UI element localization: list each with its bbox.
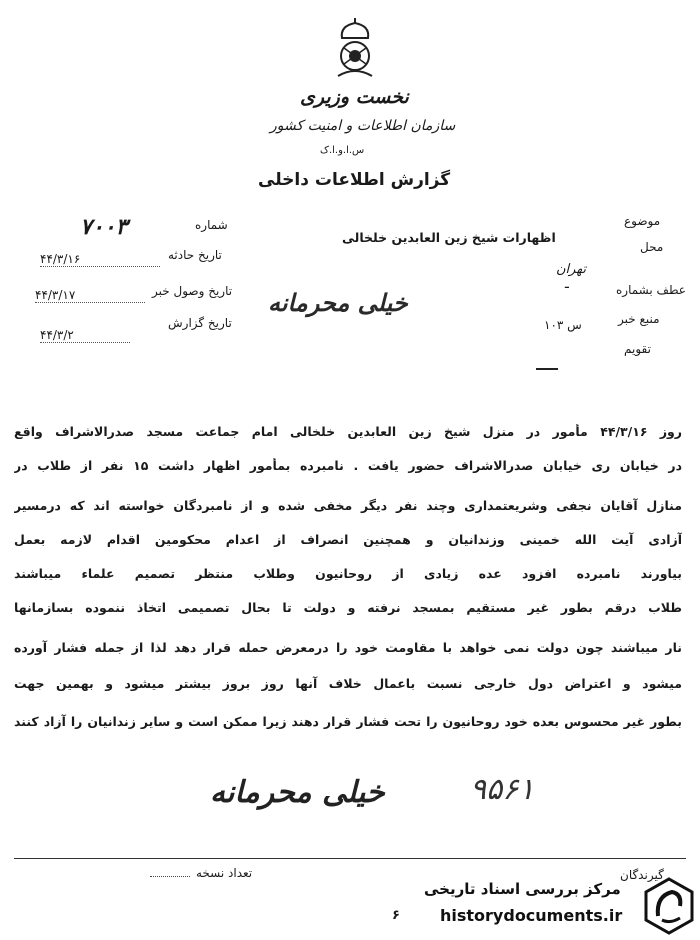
body-line: میشود و اعتراض دول خارجی نسبت باعمال خلاف آنها روز بروز بیشتر میشود و بهمین جهت bbox=[14, 676, 682, 691]
reference-label: عطف بشماره bbox=[616, 283, 686, 297]
handwritten-number: ۹۵۶۱ bbox=[470, 772, 535, 807]
lion-and-sun-crown-icon bbox=[330, 18, 380, 84]
copies-label: تعداد نسخه bbox=[196, 866, 253, 880]
footer-classification-stamp: خیلی محرمانه bbox=[210, 775, 385, 810]
archive-seal-icon bbox=[642, 876, 696, 936]
report-date-value: ۴۴/۳/۲ bbox=[40, 328, 130, 343]
ministry-title: نخست وزیری bbox=[300, 86, 409, 108]
body-line: بیاورند نامبرده افزود عده زیادی از روحانیون وطلاب منتظر تصمیم علماء میباشند bbox=[14, 566, 682, 581]
report-number-field bbox=[40, 212, 240, 242]
location-field bbox=[520, 240, 690, 280]
body-line: بطور غیر محسوس بعده خود روحانیون را تحت فشار قرار دهند زیرا ممکن است و سایر زندانیان را آزاد کنند bbox=[14, 714, 682, 729]
source-field bbox=[520, 312, 690, 336]
organization-code: س.ا.و.ا.ک bbox=[320, 145, 365, 156]
evaluation-underline bbox=[536, 368, 558, 370]
receipt-date-value: ۴۴/۳/۱۷ bbox=[35, 288, 145, 303]
watermark bbox=[410, 872, 700, 940]
reference-value: - bbox=[564, 277, 570, 296]
evaluation-field bbox=[520, 342, 690, 372]
receipt-date-field bbox=[30, 284, 240, 308]
emblem bbox=[330, 18, 380, 84]
watermark-text-fa: مرکز بررسی اسناد تاریخی bbox=[424, 880, 621, 898]
evaluation-label: تقویم bbox=[624, 342, 651, 356]
watermark-text-en: historydocuments.ir bbox=[440, 906, 623, 925]
watermark-logo bbox=[642, 876, 696, 936]
source-label: منبع خبر bbox=[618, 312, 660, 326]
body-line: در خیابان ری خیابان صدرالاشراف حضور یافت . نامبرده بمأمور اظهار داشت ۱۵ نفر از طلاب در bbox=[14, 458, 682, 473]
body-line: منازل آقایان نجفی وشریعتمداری وچند نفر دیگر مخفی شده و از نامبردگان خواسته اند که درمسیر bbox=[14, 498, 682, 513]
classification-stamp: خیلی محرمانه bbox=[268, 288, 408, 317]
location-label: محل bbox=[640, 240, 664, 254]
report-date-label: تاریخ گزارش bbox=[168, 316, 232, 330]
receipt-date-label: تاریخ وصول خبر bbox=[152, 284, 233, 298]
incident-date-field bbox=[30, 248, 240, 272]
body-line: طلاب درقم بطور غیر مستقیم بمسجد نرفته و دولت تا بحال تصمیمی اتخاذ ننموده بسازمانها bbox=[14, 600, 682, 615]
incident-date-value: ۴۴/۳/۱۶ bbox=[40, 252, 160, 267]
body-line: روز ۴۴/۳/۱۶ مأمور در منزل شیخ زین العابدین خلخالی امام جماعت مسجد صدرالاشراف واقع bbox=[14, 424, 682, 439]
report-type-title: گزارش اطلاعات داخلی bbox=[258, 170, 451, 190]
report-date-field bbox=[30, 316, 240, 340]
copies-dots bbox=[150, 876, 190, 877]
organization-title: سازمان اطلاعات و امنیت کشور bbox=[270, 118, 456, 134]
incident-date-label: تاریخ حادثه bbox=[168, 248, 222, 262]
source-value: س ۱۰۳ bbox=[544, 318, 582, 332]
recipients-label: گیرندگان bbox=[620, 868, 664, 882]
page-mark: ۶ bbox=[392, 908, 400, 923]
report-number-label: شماره bbox=[195, 218, 228, 232]
footer-rule bbox=[14, 858, 686, 859]
subject-value: اظهارات شیخ زین العابدین خلخالی bbox=[342, 230, 556, 245]
subject-label: موضوع bbox=[624, 214, 661, 228]
reference-field bbox=[520, 277, 690, 307]
report-number-value: ۷۰۰۳ bbox=[80, 214, 128, 240]
body-line: آزادی آیت الله خمینی وزندانیان و همچنین انصراف از اعدام محکومین اقدام لازمه بعمل bbox=[14, 532, 682, 547]
location-value: تهران bbox=[556, 262, 586, 277]
body-line: نار میباشند چون دولت نمی خواهد با مقاومت خود را درمعرض حمله قرار دهد لذا از جمله فشار آورده bbox=[14, 640, 682, 655]
